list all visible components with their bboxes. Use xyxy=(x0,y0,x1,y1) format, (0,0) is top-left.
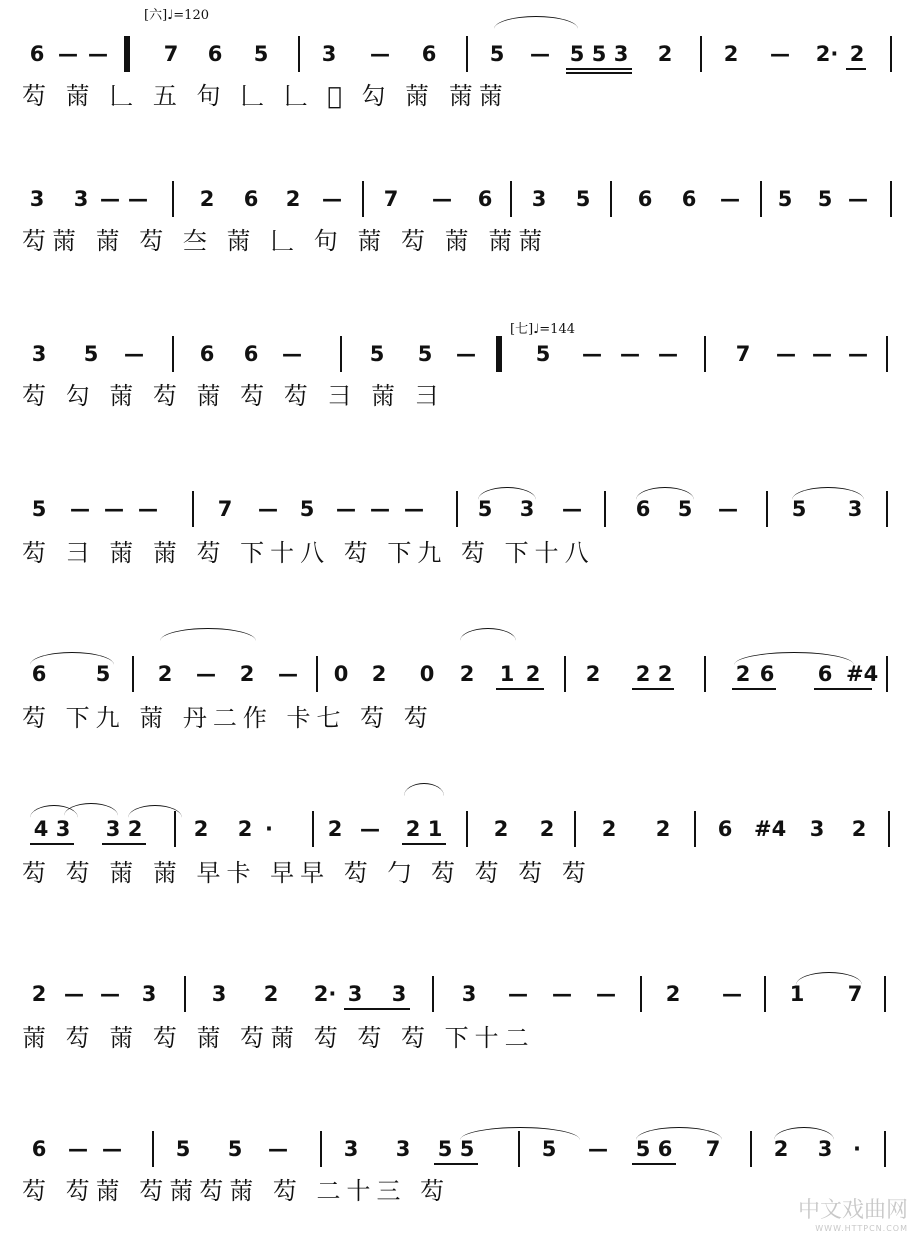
note: 5 xyxy=(417,342,433,366)
underline xyxy=(434,1163,478,1165)
slur xyxy=(404,783,444,796)
note-dash: — xyxy=(128,187,148,211)
barline xyxy=(884,1131,886,1167)
section-marker-6: [六]♩=120 xyxy=(144,8,209,23)
barline xyxy=(750,1131,752,1167)
slur xyxy=(64,803,118,816)
tablature-row: 芶 下九 𦲸 丹二作 卡七 芶 芶 xyxy=(22,704,434,732)
note: 2 xyxy=(31,982,47,1006)
barline xyxy=(510,181,512,217)
slur xyxy=(128,805,182,818)
note: 5 xyxy=(175,1137,191,1161)
barline xyxy=(192,491,194,527)
note: 2· xyxy=(313,982,337,1006)
note-dash: — xyxy=(552,982,572,1006)
note: 2 xyxy=(601,817,617,841)
barline xyxy=(466,811,468,847)
note: 6 xyxy=(637,187,653,211)
note: 3 xyxy=(321,42,337,66)
note: 5 xyxy=(437,1137,453,1161)
note: 3 xyxy=(73,187,89,211)
note-dash: — xyxy=(588,1137,608,1161)
watermark xyxy=(798,1193,908,1233)
note: 3 xyxy=(519,497,535,521)
note-dash: — xyxy=(360,817,380,841)
note: 2 xyxy=(493,817,509,841)
barline xyxy=(640,976,642,1012)
note: 3 xyxy=(847,497,863,521)
note-dash: — xyxy=(582,342,602,366)
note: 5 xyxy=(489,42,505,66)
note: 6 xyxy=(717,817,733,841)
note: 2 xyxy=(193,817,209,841)
slur xyxy=(160,628,256,641)
barline xyxy=(604,491,606,527)
barline xyxy=(362,181,364,217)
note: 2 xyxy=(849,42,865,66)
note: 0 xyxy=(333,662,349,686)
note: 2 xyxy=(405,817,421,841)
barline xyxy=(132,656,134,692)
note: 6 xyxy=(243,342,259,366)
note-dash: — xyxy=(596,982,616,1006)
barline xyxy=(886,491,888,527)
underline xyxy=(814,688,872,690)
note: 2 xyxy=(657,662,673,686)
double-barline xyxy=(124,36,130,72)
note: 3 xyxy=(347,982,363,1006)
barline xyxy=(152,1131,154,1167)
note: 2 xyxy=(237,817,253,841)
score-line-8 xyxy=(0,1115,922,1245)
note: 3 xyxy=(31,342,47,366)
barline xyxy=(764,976,766,1012)
note: 3 xyxy=(105,817,121,841)
barline xyxy=(886,336,888,372)
note-dash: — xyxy=(848,342,868,366)
note-dash: — xyxy=(336,497,356,521)
tablature-row: 芶𦲸 𦲸 芶 夳 𦲸 𠃊 句 𦲸 芶 𦲸 𦲸𦲸 xyxy=(22,227,549,255)
note: 6 xyxy=(199,342,215,366)
note-dash: — xyxy=(720,187,740,211)
note: #4 xyxy=(754,817,787,841)
note: 6 xyxy=(243,187,259,211)
slur xyxy=(796,972,862,985)
note-dash: — xyxy=(812,342,832,366)
note: 5 xyxy=(677,497,693,521)
note: 5 xyxy=(817,187,833,211)
note: 6 xyxy=(421,42,437,66)
note: 2 xyxy=(525,662,541,686)
note-dash: — xyxy=(100,187,120,211)
underline xyxy=(632,688,674,690)
note: 1 xyxy=(427,817,443,841)
note-dash: — xyxy=(432,187,452,211)
score-line-6 xyxy=(0,795,922,925)
underline xyxy=(566,68,632,70)
barline xyxy=(704,656,706,692)
note-dash: — xyxy=(658,342,678,366)
barline xyxy=(766,491,768,527)
tablature-row: 芶 彐 𦲸 𦲸 芶 下十八 芶 下九 芶 下十八 xyxy=(22,539,595,567)
note: 5 xyxy=(541,1137,557,1161)
note: 3 xyxy=(211,982,227,1006)
section-marker-7: [七]♩=144 xyxy=(510,322,575,337)
note-dash: — xyxy=(58,42,78,66)
note: 2 xyxy=(127,817,143,841)
note-dash: — xyxy=(102,1137,122,1161)
barline xyxy=(890,36,892,72)
barline xyxy=(884,976,886,1012)
note-dash: — xyxy=(104,497,124,521)
tablature-row: 𦲸 芶 𦲸 芶 𦲸 芶𦲸 芶 芶 芶 下十二 xyxy=(22,1024,535,1052)
note: 6 xyxy=(681,187,697,211)
note-dash: — xyxy=(620,342,640,366)
note-dash: — xyxy=(404,497,424,521)
note: 2 xyxy=(327,817,343,841)
note-dash: — xyxy=(64,982,84,1006)
tablature-row: 芶 芶𦲸 芶𦲸芶𦲸 芶 二十三 芶 xyxy=(22,1177,451,1205)
note: 5 xyxy=(477,497,493,521)
underline xyxy=(566,72,632,74)
note: 2 xyxy=(157,662,173,686)
note: 3 xyxy=(391,982,407,1006)
note: 5 xyxy=(777,187,793,211)
slur xyxy=(30,652,114,665)
note: · xyxy=(265,817,273,841)
underline xyxy=(30,843,74,845)
underline xyxy=(496,688,544,690)
note: 2 xyxy=(657,42,673,66)
note: 7 xyxy=(847,982,863,1006)
note: 6 xyxy=(657,1137,673,1161)
barline xyxy=(432,976,434,1012)
note: 2 xyxy=(199,187,215,211)
note-dash: — xyxy=(70,497,90,521)
note: 2· xyxy=(815,42,839,66)
note: 3 xyxy=(531,187,547,211)
note: 2 xyxy=(635,662,651,686)
slur xyxy=(636,1127,722,1140)
score-line-4 xyxy=(0,485,922,615)
note: 0 xyxy=(419,662,435,686)
slur xyxy=(478,487,536,500)
note: 2 xyxy=(585,662,601,686)
note-dash: — xyxy=(138,497,158,521)
note: 3 xyxy=(343,1137,359,1161)
note-row xyxy=(0,817,922,863)
barline xyxy=(312,811,314,847)
slur xyxy=(792,487,864,500)
note: 5 xyxy=(635,1137,651,1161)
note-row xyxy=(0,497,922,543)
note-dash: — xyxy=(722,982,742,1006)
barline xyxy=(886,656,888,692)
note: 5 xyxy=(227,1137,243,1161)
note: 6 xyxy=(477,187,493,211)
note-dash: — xyxy=(370,497,390,521)
note: 3 xyxy=(613,42,629,66)
note: 5 xyxy=(253,42,269,66)
note: 5 xyxy=(299,497,315,521)
barline xyxy=(694,811,696,847)
barline xyxy=(760,181,762,217)
note-dash: — xyxy=(196,662,216,686)
note: · xyxy=(853,1137,861,1161)
note: 2 xyxy=(665,982,681,1006)
underline xyxy=(344,1008,410,1010)
barline xyxy=(574,811,576,847)
note: 3 xyxy=(395,1137,411,1161)
note: 3 xyxy=(817,1137,833,1161)
note-dash: — xyxy=(88,42,108,66)
note: 5 xyxy=(591,42,607,66)
note: 6 xyxy=(31,662,47,686)
note: 5 xyxy=(535,342,551,366)
score-line-7 xyxy=(0,960,922,1090)
underline xyxy=(632,1163,676,1165)
score-line-1 xyxy=(0,30,922,160)
note-dash: — xyxy=(124,342,144,366)
underline xyxy=(732,688,776,690)
note: 3 xyxy=(809,817,825,841)
note: 2 xyxy=(371,662,387,686)
score-line-2 xyxy=(0,175,922,305)
note-row xyxy=(0,662,922,708)
note: 1 xyxy=(789,982,805,1006)
note: 6 xyxy=(759,662,775,686)
note: 5 xyxy=(791,497,807,521)
note: 5 xyxy=(83,342,99,366)
note: 3 xyxy=(29,187,45,211)
note: 4 xyxy=(33,817,49,841)
underline xyxy=(846,68,866,70)
barline xyxy=(704,336,706,372)
barline xyxy=(890,181,892,217)
note: 3 xyxy=(461,982,477,1006)
watermark-url: WWW.HTTPCN.COM xyxy=(815,1224,908,1233)
note: 3 xyxy=(141,982,157,1006)
barline xyxy=(172,336,174,372)
note: 5 xyxy=(569,42,585,66)
note: 7 xyxy=(705,1137,721,1161)
barline xyxy=(184,976,186,1012)
barline xyxy=(466,36,468,72)
note-dash: — xyxy=(322,187,342,211)
note-dash: — xyxy=(776,342,796,366)
tablature-row: 芶 勾 𦲸 芶 𦲸 芶 芶 彐 𦲸 彐 xyxy=(22,382,445,410)
note: 2 xyxy=(539,817,555,841)
barline xyxy=(172,181,174,217)
note: 6 xyxy=(635,497,651,521)
underline xyxy=(102,843,146,845)
slur xyxy=(494,16,578,29)
note: 6 xyxy=(29,42,45,66)
underline xyxy=(402,843,446,845)
watermark-text: 中文戏曲网 xyxy=(797,1198,908,1223)
note: 7 xyxy=(217,497,233,521)
note: 5 xyxy=(369,342,385,366)
note: 2 xyxy=(851,817,867,841)
note: 2 xyxy=(773,1137,789,1161)
note: 2 xyxy=(459,662,475,686)
barline xyxy=(564,656,566,692)
note: 2 xyxy=(723,42,739,66)
note: 5 xyxy=(459,1137,475,1161)
barline xyxy=(316,656,318,692)
note-dash: — xyxy=(508,982,528,1006)
note: 2 xyxy=(285,187,301,211)
note-dash: — xyxy=(456,342,476,366)
note-dash: — xyxy=(100,982,120,1006)
score-line-5 xyxy=(0,640,922,770)
note-dash: — xyxy=(718,497,738,521)
tablature-row: 芶 𦲸 𠃊 五 句 𠃊 𠃊 𤰔 勾 𦲸 𦲸𦲸 xyxy=(22,82,509,110)
note: 5 xyxy=(575,187,591,211)
note-row xyxy=(0,982,922,1028)
note-dash: — xyxy=(562,497,582,521)
barline xyxy=(888,811,890,847)
note: 7 xyxy=(735,342,751,366)
score-line-3 xyxy=(0,330,922,460)
note: 6 xyxy=(817,662,833,686)
note-dash: — xyxy=(530,42,550,66)
note: 7 xyxy=(163,42,179,66)
note-dash: — xyxy=(68,1137,88,1161)
barline xyxy=(298,36,300,72)
note: 2 xyxy=(263,982,279,1006)
note-dash: — xyxy=(258,497,278,521)
note-dash: — xyxy=(370,42,390,66)
barline xyxy=(700,36,702,72)
barline xyxy=(320,1131,322,1167)
slur xyxy=(460,1127,580,1140)
tablature-row: 芶 芶 𦲸 𦲸 早卡 早早 芶 勹 芶 芶 芶 芶 xyxy=(22,859,592,887)
slur xyxy=(774,1127,834,1140)
double-barline xyxy=(496,336,502,372)
note: 2 xyxy=(655,817,671,841)
note: 1 xyxy=(499,662,515,686)
barline xyxy=(610,181,612,217)
slur xyxy=(460,628,516,641)
note: 7 xyxy=(383,187,399,211)
note: 2 xyxy=(239,662,255,686)
note-dash: — xyxy=(770,42,790,66)
note-dash: — xyxy=(268,1137,288,1161)
note: 3 xyxy=(55,817,71,841)
note: 2 xyxy=(735,662,751,686)
note-dash: — xyxy=(278,662,298,686)
note: 5 xyxy=(31,497,47,521)
note-dash: — xyxy=(848,187,868,211)
barline xyxy=(456,491,458,527)
note: 6 xyxy=(207,42,223,66)
note: 5 xyxy=(95,662,111,686)
slur xyxy=(734,652,854,665)
note: #4 xyxy=(846,662,879,686)
note-dash: — xyxy=(282,342,302,366)
slur xyxy=(636,487,694,500)
barline xyxy=(340,336,342,372)
note: 6 xyxy=(31,1137,47,1161)
